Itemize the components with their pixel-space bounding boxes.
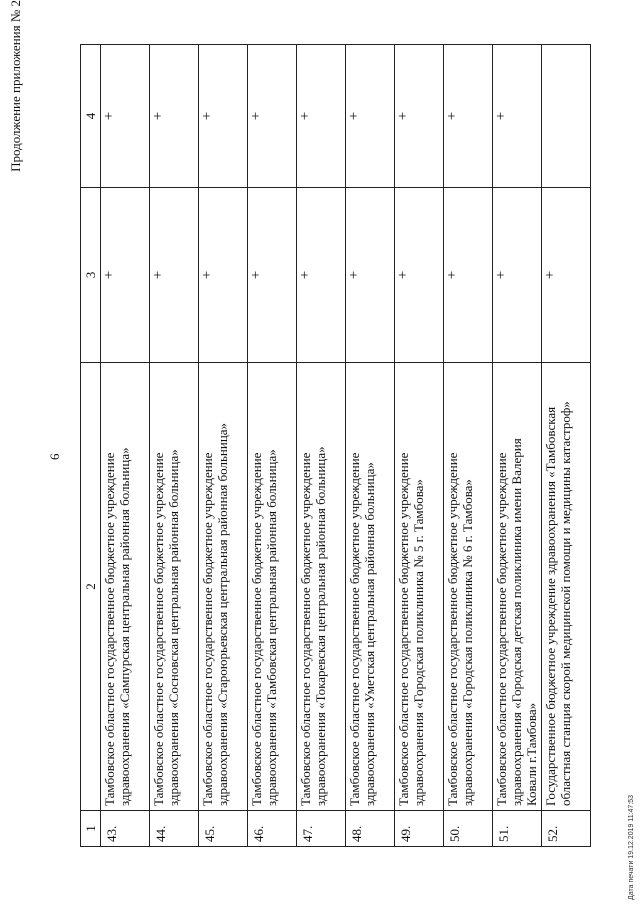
table-row bbox=[150, 45, 199, 847]
column-header-3: 3 bbox=[81, 188, 101, 363]
column-4-mark: + bbox=[248, 45, 297, 188]
table-row bbox=[101, 45, 150, 847]
organization-name bbox=[101, 363, 150, 811]
organization-name-line: Государственное бюджетное учреждение здравоохранения «Тамбовская bbox=[543, 406, 558, 806]
column-4-mark bbox=[542, 45, 591, 188]
column-4-mark: + bbox=[199, 45, 248, 188]
organization-name bbox=[297, 363, 346, 811]
row-number: 51. bbox=[493, 811, 542, 847]
column-4-mark: + bbox=[297, 45, 346, 188]
organization-name-line: здравоохранения «Городская поликлиника № 6 г. Тамбова» bbox=[460, 479, 475, 806]
organization-name bbox=[493, 363, 542, 811]
table-row bbox=[542, 45, 591, 847]
appendix-heading-text: Продолжение приложения № 2 bbox=[8, 0, 23, 172]
row-number: 47. bbox=[297, 811, 346, 847]
table-row bbox=[199, 45, 248, 847]
organizations-table bbox=[80, 44, 591, 847]
row-number: 43. bbox=[101, 811, 150, 847]
table-row bbox=[297, 45, 346, 847]
organization-name-line: здравоохранения «Староюрьевская центральная районная больница» bbox=[215, 422, 230, 806]
column-4-mark: + bbox=[150, 45, 199, 188]
organization-name-line: Тамбовское областное государственное бюджетное учреждение bbox=[249, 452, 264, 806]
table-row bbox=[395, 45, 444, 847]
organization-name-line: Тамбовское областное государственное бюджетное учреждение bbox=[200, 452, 215, 806]
organization-name-line: здравоохранения «Тамбовская центральная районная больница» bbox=[264, 449, 279, 806]
organization-name bbox=[346, 363, 395, 811]
column-3-mark: + bbox=[493, 188, 542, 363]
column-3-mark: + bbox=[248, 188, 297, 363]
organization-name-line: здравоохранения «Городская детская поликлиника имени Валерия bbox=[509, 438, 524, 806]
table-body bbox=[81, 45, 591, 847]
column-3-mark: + bbox=[395, 188, 444, 363]
organization-name-line: здравоохранения «Сосновская центральная районная больница» bbox=[166, 449, 181, 806]
row-number: 49. bbox=[395, 811, 444, 847]
column-header-2: 2 bbox=[81, 363, 101, 811]
page-number: 6 bbox=[47, 453, 62, 460]
row-number: 50. bbox=[444, 811, 493, 847]
organization-name-line: Тамбовское областное государственное бюджетное учреждение bbox=[102, 452, 117, 806]
organization-name-line: Тамбовское областное государственное бюджетное учреждение bbox=[396, 452, 411, 806]
organization-name-line: здравоохранения «Городская поликлиника № 5 г. Тамбова» bbox=[411, 479, 426, 806]
column-3-mark: + bbox=[297, 188, 346, 363]
organization-name-line: здравоохранения «Сампурская центральная районная больница» bbox=[117, 447, 132, 806]
print-date: Дата печати 19.12.2019 11:47:53 bbox=[628, 794, 635, 900]
column-3-mark: + bbox=[444, 188, 493, 363]
column-3-mark: + bbox=[199, 188, 248, 363]
column-4-mark: + bbox=[395, 45, 444, 188]
column-3-mark: + bbox=[101, 188, 150, 363]
header-row bbox=[81, 45, 101, 847]
organization-name-line: Тамбовское областное государственное бюджетное учреждение bbox=[298, 452, 313, 806]
column-4-mark: + bbox=[493, 45, 542, 188]
row-number: 52. bbox=[542, 811, 591, 847]
organization-name-line: здравоохранения «Токаревская центральная районная больница» bbox=[313, 446, 328, 806]
row-number: 45. bbox=[199, 811, 248, 847]
table-row bbox=[444, 45, 493, 847]
column-3-mark: + bbox=[150, 188, 199, 363]
organization-name bbox=[542, 363, 591, 811]
row-number: 46. bbox=[248, 811, 297, 847]
row-number: 44. bbox=[150, 811, 199, 847]
organization-name-line: Ковали г.Тамбова» bbox=[524, 702, 539, 806]
organization-name-line: здравоохранения «Уметская центральная районная больница» bbox=[362, 462, 377, 806]
organization-name-line: Тамбовское областное государственное бюджетное учреждение bbox=[151, 452, 166, 806]
column-3-mark: + bbox=[346, 188, 395, 363]
table-row bbox=[493, 45, 542, 847]
organization-name-line: областная станция скорой медицинской помощи и медицины катастроф» bbox=[558, 401, 573, 806]
table-row bbox=[346, 45, 395, 847]
column-header-1: 1 bbox=[81, 811, 101, 847]
column-4-mark: + bbox=[346, 45, 395, 188]
row-number: 48. bbox=[346, 811, 395, 847]
organization-name bbox=[395, 363, 444, 811]
organization-name bbox=[444, 363, 493, 811]
organization-name bbox=[199, 363, 248, 811]
organization-name bbox=[150, 363, 199, 811]
column-4-mark: + bbox=[444, 45, 493, 188]
column-4-mark: + bbox=[101, 45, 150, 188]
table-row bbox=[248, 45, 297, 847]
organization-name bbox=[248, 363, 297, 811]
column-header-4: 4 bbox=[81, 45, 101, 188]
column-3-mark: + bbox=[542, 188, 591, 363]
appendix-heading bbox=[8, 0, 24, 300]
organization-name-line: Тамбовское областное государственное бюджетное учреждение bbox=[445, 452, 460, 806]
organization-name-line: Тамбовское областное государственное бюджетное учреждение bbox=[347, 452, 362, 806]
organization-name-line: Тамбовское областное государственное бюджетное учреждение bbox=[494, 452, 509, 806]
